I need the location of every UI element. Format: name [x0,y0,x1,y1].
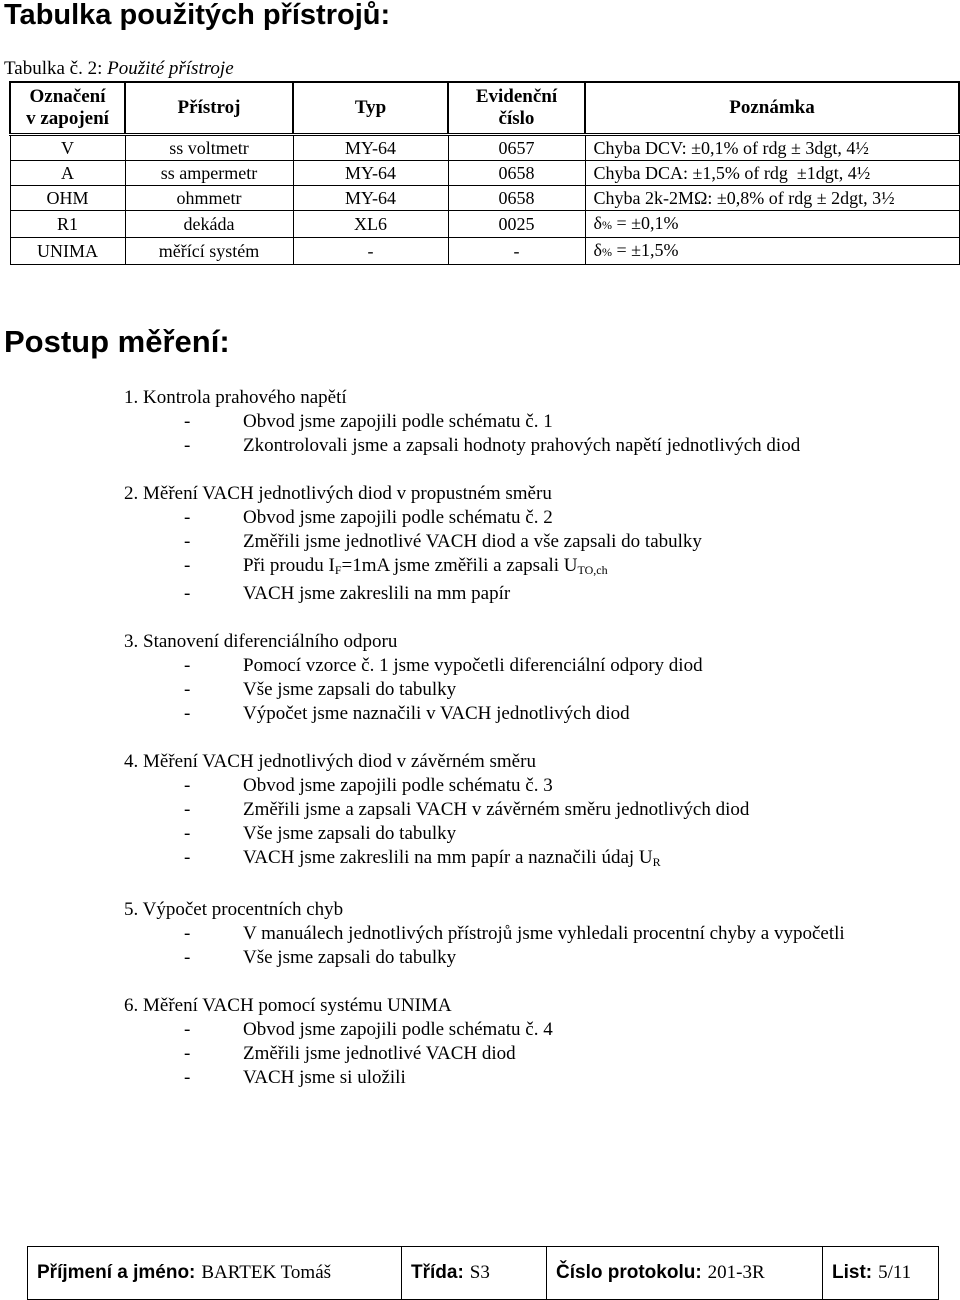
footer-sheet-label: List: [832,1262,873,1283]
cell-designation: A [10,161,125,186]
cell-designation: UNIMA [10,238,125,265]
procedure-step [124,898,944,970]
bullet-dash: - [184,655,191,676]
cell-record: 0657 [448,135,585,161]
footer-protocol-cell [547,1247,823,1299]
cell-device: měřící systém [125,238,293,265]
list-item [124,678,944,702]
list-item [124,506,944,530]
list-item-text: Změřili jsme jednotlivé VACH diod a vše zapsali do tabulky [243,531,702,552]
header-type: Typ [293,82,448,135]
footer-name-label: Příjmení a jméno: [37,1262,196,1283]
header-designation-line2: v zapojení [26,108,109,129]
bullet-dash: - [184,823,191,844]
cell-designation: V [10,135,125,161]
list-item-text: V manuálech jednotlivých přístrojů jsme vyhledali procentní chyby a vypočetli [243,923,845,944]
list-item [124,774,944,798]
procedure-step [124,750,944,874]
bullet-dash: - [184,847,191,868]
table-caption-prefix: Tabulka č. 2: [4,58,103,79]
bullet-dash: - [184,799,191,820]
list-item-text: VACH jsme si uložili [243,1067,406,1088]
list-item-text: Vše jsme zapsali do tabulky [243,679,457,700]
cell-record: 0658 [448,161,585,186]
list-item [124,846,944,874]
subscript: F [334,563,342,577]
cell-device: dekáda [125,211,293,238]
bullet-dash: - [184,507,191,528]
delta-subscript: % [601,245,612,259]
bullet-dash: - [184,555,191,576]
cell-record: - [448,238,585,265]
subscript: R [652,855,661,869]
cell-record: 0658 [448,186,585,211]
list-item-text [243,554,608,582]
cell-note: Chyba DCA: ±1,5% of rdg ±1dgt, 4½ [585,161,959,186]
cell-note: Chyba DCV: ±0,1% of rdg ± 3dgt, 4½ [585,135,959,161]
cell-designation: OHM [10,186,125,211]
header-designation-line1: Označení [29,86,106,107]
cell-type: XL6 [293,211,448,238]
table-row [10,161,959,186]
text-fragment: Při proudu I [243,555,335,576]
cell-type: - [293,238,448,265]
list-item-text: Zkontrolovali jsme a zapsali hodnoty prahových napětí jednotlivých diod [243,435,801,456]
footer-class-label: Třída: [411,1262,464,1283]
cell-type: MY-64 [293,135,448,161]
header-record [448,82,585,135]
bullet-dash: - [184,1067,191,1088]
header-device: Přístroj [125,82,293,135]
tolerance-value: = ±1,5% [611,240,679,260]
footer-protocol-value: 201-3R [707,1262,765,1283]
list-item [124,946,944,970]
header-note: Poznámka [585,82,959,135]
table-row [10,211,959,238]
list-item-text: Pomocí vzorce č. 1 jsme vypočetli diferenciální odpory diod [243,655,703,676]
step-title: 1. Kontrola prahového napětí [124,387,347,408]
list-item-text: Změřili jsme jednotlivé VACH diod [243,1043,516,1064]
header-designation [10,82,125,135]
cell-note [585,238,959,265]
instruments-table [9,81,960,265]
bullet-dash: - [184,923,191,944]
cell-device: ohmmetr [125,186,293,211]
footer-name-cell [28,1247,402,1299]
list-item-text: Obvod jsme zapojili podle schématu č. 1 [243,411,553,432]
table-row [10,135,959,161]
list-item [124,922,944,946]
list-item [124,654,944,678]
list-item-text: VACH jsme zakreslili na mm papír [243,583,511,604]
footer-name-value: BARTEK Tomáš [201,1262,332,1283]
cell-type: MY-64 [293,161,448,186]
table-caption-title: Použité přístroje [107,58,234,79]
list-item-text: Výpočet jsme naznačili v VACH jednotlivých diod [243,703,630,724]
footer-class-cell [402,1247,547,1299]
procedure-step [124,630,944,726]
bullet-dash: - [184,679,191,700]
list-item-text: Vše jsme zapsali do tabulky [243,823,457,844]
list-item [124,530,944,554]
table-caption [4,57,234,81]
table-header-row [10,82,959,135]
list-item [124,822,944,846]
list-item [124,1018,944,1042]
list-item-text: Obvod jsme zapojili podle schématu č. 3 [243,775,553,796]
bullet-dash: - [184,703,191,724]
subscript: TO,ch [577,563,608,577]
cell-type: MY-64 [293,186,448,211]
bullet-dash: - [184,947,191,968]
list-item-text: Vše jsme zapsali do tabulky [243,947,457,968]
step-title: 5. Výpočet procentních chyb [124,899,344,920]
procedure-heading: Postup měření: [4,324,230,359]
list-item-text: Změřili jsme a zapsali VACH v závěrném směru jednotlivých diod [243,799,750,820]
cell-designation: R1 [10,211,125,238]
step-title: 6. Měření VACH pomocí systému UNIMA [124,995,452,1016]
step-title: 2. Měření VACH jednotlivých diod v propustném směru [124,483,552,504]
procedure-steps [124,386,944,1114]
bullet-dash: - [184,775,191,796]
footer-sheet-value: 5/11 [878,1262,912,1283]
footer-table [27,1246,939,1300]
list-item [124,798,944,822]
cell-note [585,211,959,238]
header-record-line2: číslo [498,108,535,129]
procedure-step [124,482,944,606]
cell-note: Chyba 2k-2MΩ: ±0,8% of rdg ± 2dgt, 3½ [585,186,959,211]
table-row [10,238,959,265]
list-item [124,1042,944,1066]
bullet-dash: - [184,1043,191,1064]
page-heading: Tabulka použitých přístrojů: [4,0,391,31]
text-fragment: VACH jsme zakreslili na mm papír a naznačili údaj U [243,847,653,868]
footer-class-value: S3 [469,1262,490,1283]
bullet-dash: - [184,583,191,604]
procedure-step [124,386,944,458]
cell-device: ss voltmetr [125,135,293,161]
footer-protocol-label: Číslo protokolu: [556,1262,702,1283]
step-title: 3. Stanovení diferenciálního odporu [124,631,398,652]
bullet-dash: - [184,531,191,552]
list-item-text: Obvod jsme zapojili podle schématu č. 4 [243,1019,553,1040]
header-record-line1: Evidenční [475,86,558,107]
bullet-dash: - [184,435,191,456]
list-item [124,554,944,582]
delta-symbol: δ [593,213,602,233]
list-item-text [243,846,661,874]
list-item [124,1066,944,1090]
footer-sheet-cell [823,1247,938,1299]
bullet-dash: - [184,1019,191,1040]
bullet-dash: - [184,411,191,432]
delta-subscript: % [601,218,612,232]
list-item [124,702,944,726]
procedure-step [124,994,944,1090]
tolerance-value: = ±0,1% [611,213,679,233]
table-row [10,186,959,211]
list-item [124,582,944,606]
list-item [124,410,944,434]
text-fragment: =1mA jsme změřili a zapsali U [341,555,578,576]
delta-symbol: δ [593,240,602,260]
cell-device: ss ampermetr [125,161,293,186]
cell-record: 0025 [448,211,585,238]
list-item [124,434,944,458]
list-item-text: Obvod jsme zapojili podle schématu č. 2 [243,507,553,528]
step-title: 4. Měření VACH jednotlivých diod v závěrném směru [124,751,536,772]
